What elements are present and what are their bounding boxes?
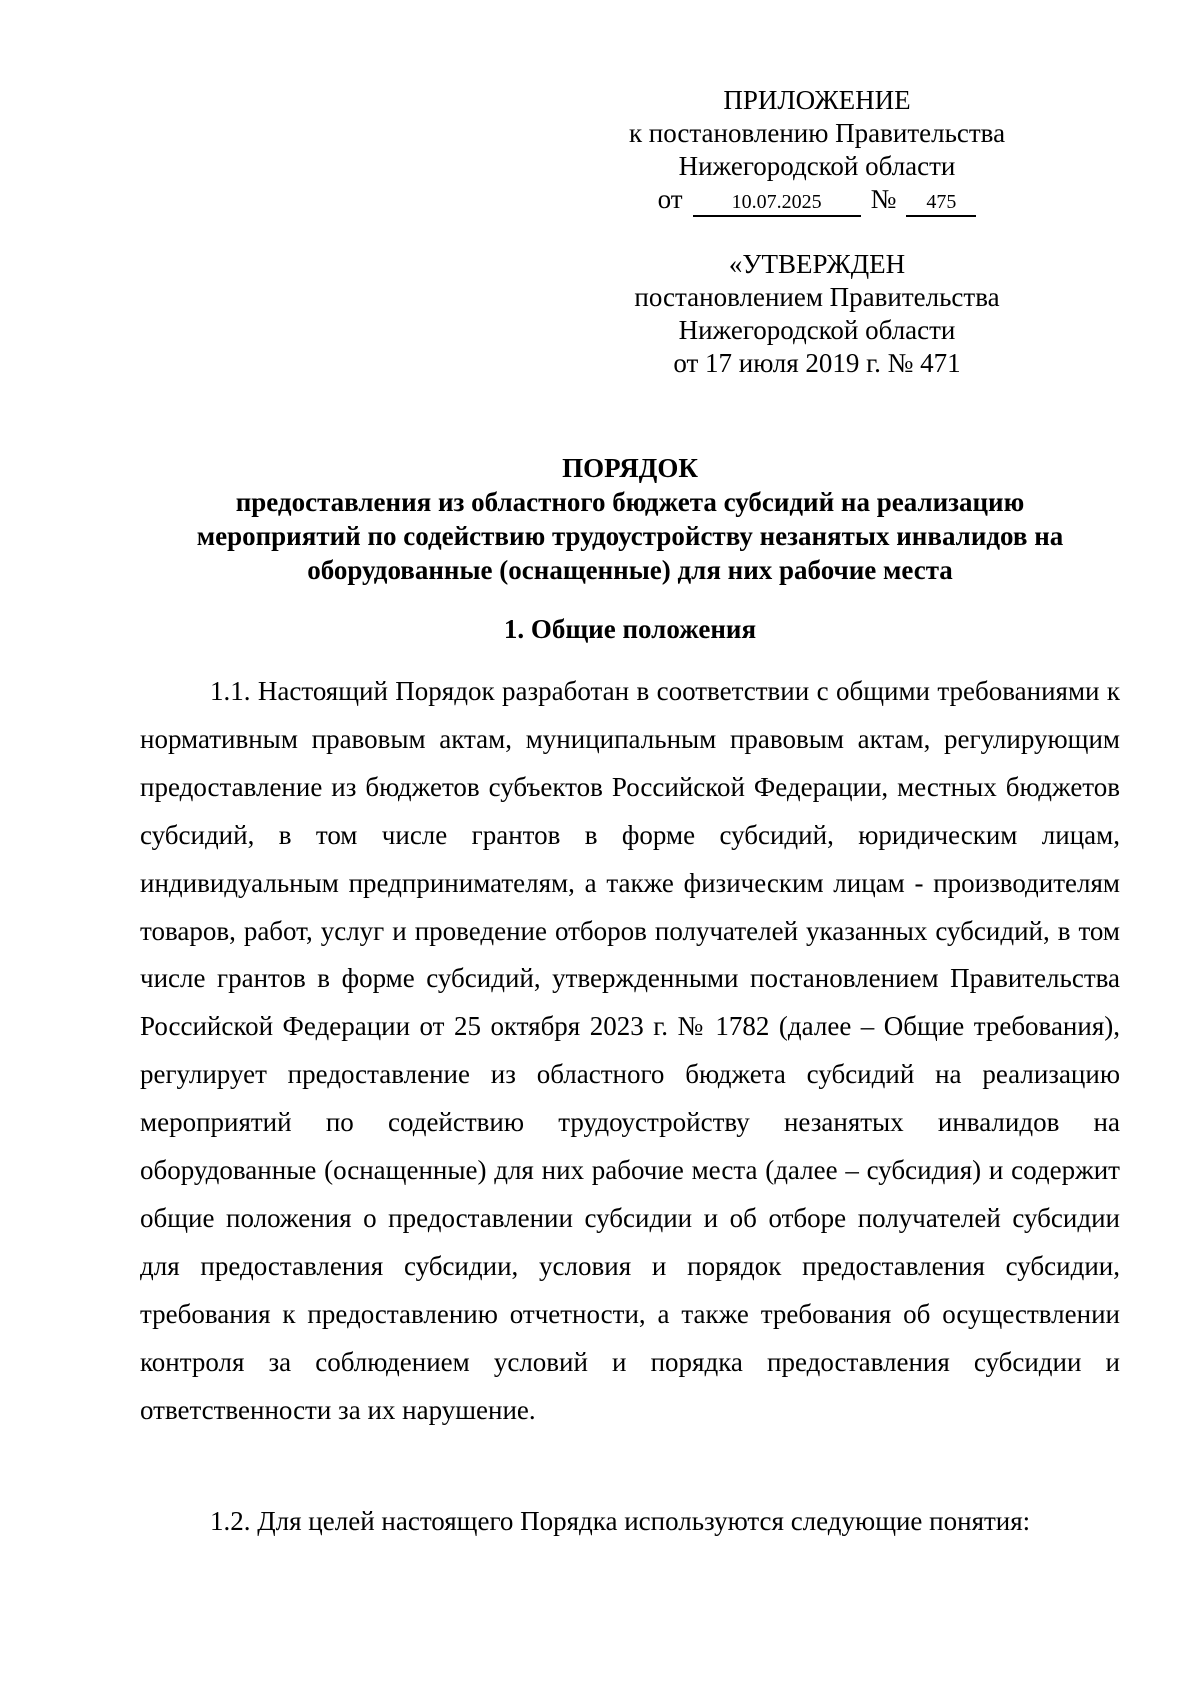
annex-header (612, 84, 1022, 217)
paragraph-1-2: 1.2. Для целей настоящего Порядка используются следующие понятия: (210, 1506, 1031, 1536)
approved-heading: «УТВЕРЖДЕН (728, 249, 906, 279)
approved-line-3: от 17 июля 2019 г. № 471 (673, 348, 961, 378)
title-line-3: оборудованные (оснащенные) для них рабочие места (307, 555, 953, 585)
number-field: 475 (906, 190, 976, 217)
title-line-2: мероприятий по содействию трудоустройству незанятых инвалидов на (196, 521, 1064, 551)
annex-heading: ПРИЛОЖЕНИЕ (723, 85, 911, 115)
annex-reference-line (612, 183, 1022, 217)
paragraph-1-1: 1.1. Настоящий Порядок разработан в соответствии с общими требованиями к нормативным правовым актам, муниципальным правовым актам, регулирующим предоставление из бюджетов субъектов Российской Федерации, местных бюджетов субсидий, в том числе грантов в форме субсидий, юридическим лицам, индивидуальным предпринимателям, а также физическим лицам - производителям товаров, работ, услуг и проведение отборов получателей указанных субсидий, в том числе грантов в форме субсидий, утвержденными постановлением Правительства Российской Федерации от 25 октября 2023 г. № 1782 (далее – Общие требования), регулирует предоставление из областного бюджета субсидий на реализацию мероприятий по содействию трудоустройству незанятых инвалидов на оборудованные (оснащенные) для них рабочие места (далее – субсидия) и содержит общие положения о предоставлении субсидии и об отборе получателей субсидии для предоставления субсидии, условия и порядок предоставления субсидии, требования к предоставлению отчетности, а также требования об осуществлении контроля за соблюдением условий и порядка предоставления субсидии и ответственности за их нарушение. (140, 676, 1120, 1425)
section-heading: 1. Общие положения (503, 614, 757, 644)
title-main: ПОРЯДОК (562, 453, 698, 483)
number-prefix: № (870, 184, 897, 214)
date-field: 10.07.2025 (693, 190, 861, 217)
approved-line-2: Нижегородской области (678, 315, 956, 345)
annex-line-2: Нижегородской области (678, 151, 956, 181)
date-prefix: от (657, 184, 683, 214)
approved-block (612, 248, 1022, 380)
annex-line-1: к постановлению Правительства (628, 118, 1006, 148)
title-line-1: предоставления из областного бюджета субсидий на реализацию (235, 487, 1025, 517)
approved-line-1: постановлением Правительства (634, 282, 1000, 312)
document-title (140, 451, 1120, 587)
